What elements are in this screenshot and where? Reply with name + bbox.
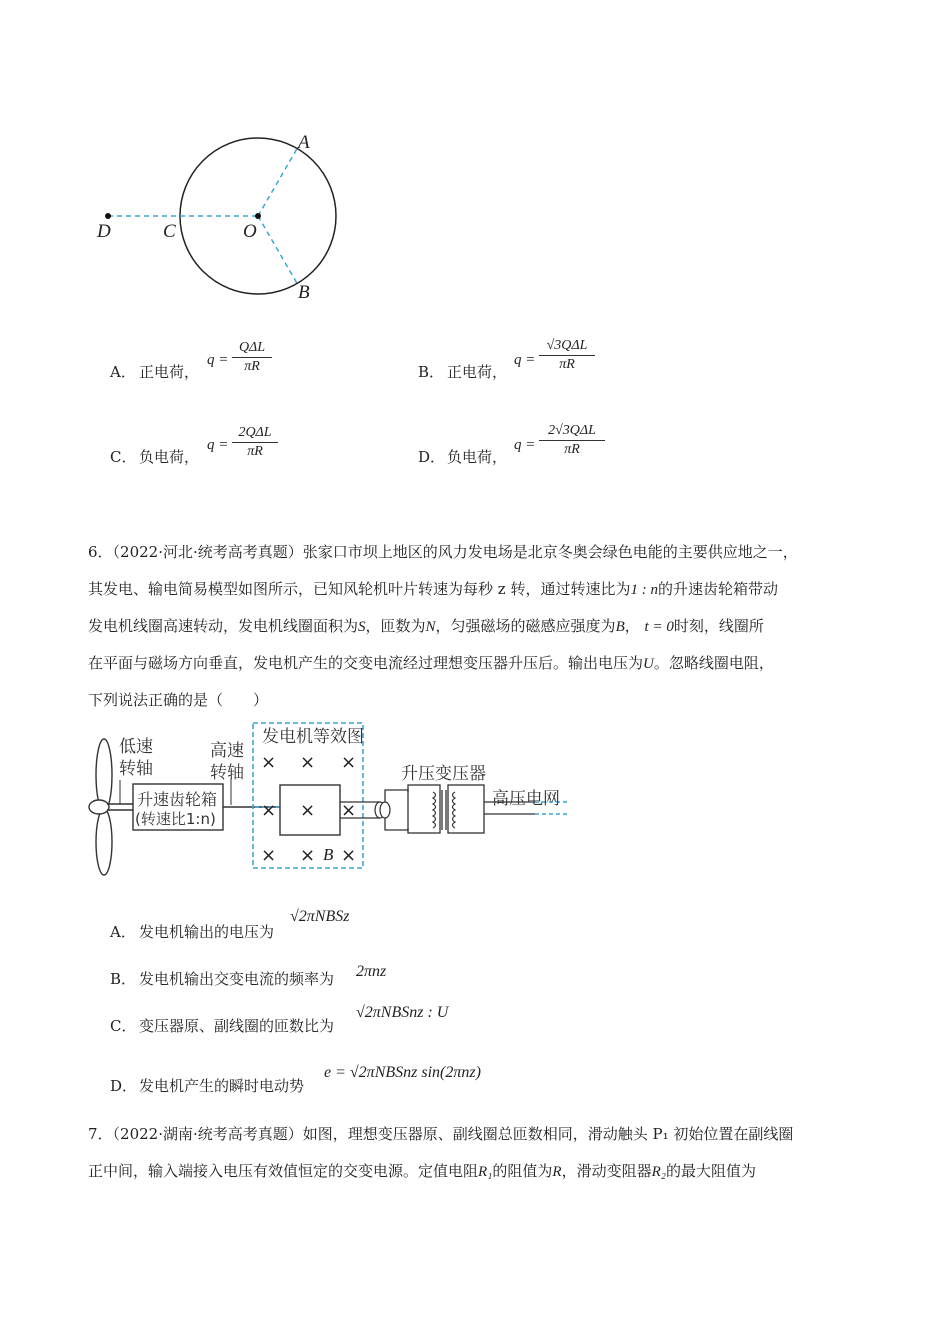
q6-line-3-part-b: ，匝数为 xyxy=(365,617,426,635)
q7-line-2-part-d: 的最大阻值为 xyxy=(666,1162,757,1180)
q6-option-b-text: 发电机输出交变电流的频率为 xyxy=(139,970,335,988)
option-c-lhs: q = xyxy=(207,437,229,453)
q6-line-3-part-e: 时刻，线圈所 xyxy=(673,617,764,635)
q6-t-zero: t = 0 xyxy=(644,619,674,635)
option-d-denominator: πR xyxy=(564,442,580,457)
high-speed-label-1: 高速 xyxy=(210,741,244,761)
q6-option-c-letter: C． xyxy=(110,1017,137,1035)
q6-line-5: 下列说法正确的是（ ） xyxy=(88,691,269,709)
option-d-fraction xyxy=(539,423,605,458)
option-d-lhs: q = xyxy=(514,437,536,453)
option-b-numerator: √3QΔL xyxy=(546,338,588,353)
q7-r1: R₁ xyxy=(478,1164,493,1180)
option-a-lhs: q = xyxy=(207,352,229,368)
q6-ratio: 1 : n xyxy=(630,582,658,598)
option-a-denominator: πR xyxy=(244,359,260,374)
point-label-c: C xyxy=(163,221,176,242)
field-b-label: B xyxy=(323,845,334,864)
generator-title: 发电机等效图 xyxy=(262,727,364,747)
field-cross-icon: × xyxy=(300,752,316,773)
option-c-fraction xyxy=(232,425,278,460)
q6-option-a-text: 发电机输出的电压为 xyxy=(139,923,275,941)
option-b-letter: B． xyxy=(418,363,445,381)
field-cross-icon: × xyxy=(261,800,277,821)
q7-line-1: 7．（2022·湖南·统考高考真题）如图，理想变压器原、副线圈总匝数相同，滑动触头 P₁ 初始位置在副线圈 xyxy=(88,1125,794,1143)
field-cross-icon: × xyxy=(341,845,357,866)
option-c-letter: C． xyxy=(110,448,137,466)
q6-line-2-part-a: 其发电、输电简易模型如图所示，已知风轮机叶片转速为每秒 z 转，通过转速比为 xyxy=(88,580,631,598)
q6-option-d-math: e = √2πNBSnz sin(2πnz) xyxy=(324,1064,481,1081)
q6-line-2 xyxy=(88,579,778,600)
q6-line-3-part-a: 发电机线圈高速转动，发电机线圈面积为 xyxy=(88,617,359,635)
low-speed-label-2: 转轴 xyxy=(119,759,153,779)
q7-line-2 xyxy=(88,1161,756,1182)
q6-line-4-part-a: 在平面与磁场方向垂直，发电机产生的交变电流经过理想变压器升压后。输出电压为 xyxy=(88,654,644,672)
q6-line-3-part-c: ，匀强磁场的磁感应强度为 xyxy=(435,617,616,635)
high-speed-label-2: 转轴 xyxy=(210,763,244,783)
point-label-o: O xyxy=(243,221,257,242)
q6-option-b-letter: B． xyxy=(110,970,137,988)
q6-option-c-text: 变压器原、副线圈的匝数比为 xyxy=(139,1017,335,1035)
q6-option-d-text: 发电机产生的瞬时电动势 xyxy=(139,1077,305,1095)
q6-line-2-part-b: 的升速齿轮箱带动 xyxy=(657,580,778,598)
option-a-letter: A． xyxy=(110,363,136,381)
option-b-fraction xyxy=(539,338,595,373)
field-cross-icon: × xyxy=(341,752,357,773)
q6-option-d-letter: D． xyxy=(110,1077,138,1095)
point-label-a: A xyxy=(298,132,310,153)
q7-line-2-part-a: 正中间，输入端接入电压有效值恒定的交变电源。定值电阻 xyxy=(88,1162,479,1180)
q6-line-1: 6．（2022·河北·统考高考真题）张家口市坝上地区的风力发电场是北京冬奥会绿色电能的主要供应地之一， xyxy=(88,543,798,561)
gearbox-label-2: (转速比1:n) xyxy=(135,810,216,828)
low-speed-label-1: 低速 xyxy=(119,737,153,757)
option-a-numerator: QΔL xyxy=(238,340,266,355)
option-b-text: 正电荷， xyxy=(447,363,508,381)
option-b-lhs: q = xyxy=(514,352,536,368)
option-a-fraction xyxy=(232,340,272,375)
field-cross-icon: × xyxy=(300,845,316,866)
q6-option-a-letter: A． xyxy=(110,923,136,941)
q6-option-b-math: 2πnz xyxy=(356,963,387,980)
option-d-letter: D． xyxy=(418,448,446,466)
q6-var-b: B xyxy=(615,619,625,635)
point-label-b: B xyxy=(298,282,310,303)
field-cross-icon: × xyxy=(341,800,357,821)
q6-var-u: U xyxy=(643,656,654,672)
q7-line-2-part-b: 的阻值为 xyxy=(492,1162,553,1180)
q6-option-a-math: √2πNBSz xyxy=(290,908,350,925)
q6-option-c-math: √2πNBSnz : U xyxy=(356,1004,449,1021)
circle-charge-figure xyxy=(90,125,350,315)
q6-var-s: S xyxy=(358,619,366,635)
field-cross-icon: × xyxy=(261,845,277,866)
field-cross-icon: × xyxy=(300,800,316,821)
option-c-denominator: πR xyxy=(247,444,263,459)
transformer-label: 升压变压器 xyxy=(401,764,486,784)
field-cross-icon: × xyxy=(261,752,277,773)
point-label-d: D xyxy=(97,221,111,242)
q6-line-4 xyxy=(88,653,774,674)
gearbox-label-1: 升速齿轮箱 xyxy=(137,790,218,809)
option-c-numerator: 2QΔL xyxy=(238,425,272,440)
q7-line-2-part-c: ，滑动变阻器 xyxy=(561,1162,652,1180)
option-c-text: 负电荷， xyxy=(139,448,200,466)
grid-label: 高压电网 xyxy=(492,789,560,809)
q7-r: R xyxy=(552,1164,562,1180)
option-a-text: 正电荷， xyxy=(139,363,200,381)
option-b-denominator: πR xyxy=(559,357,575,372)
q6-line-3 xyxy=(88,616,764,637)
q7-r2: R₂ xyxy=(651,1164,666,1180)
q6-line-3-part-d: ， xyxy=(624,617,640,635)
option-d-text: 负电荷， xyxy=(447,448,508,466)
option-d-numerator: 2√3QΔL xyxy=(548,423,596,438)
q6-var-n: N xyxy=(425,619,436,635)
q6-line-4-part-b: 。忽略线圈电阻， xyxy=(653,654,774,672)
